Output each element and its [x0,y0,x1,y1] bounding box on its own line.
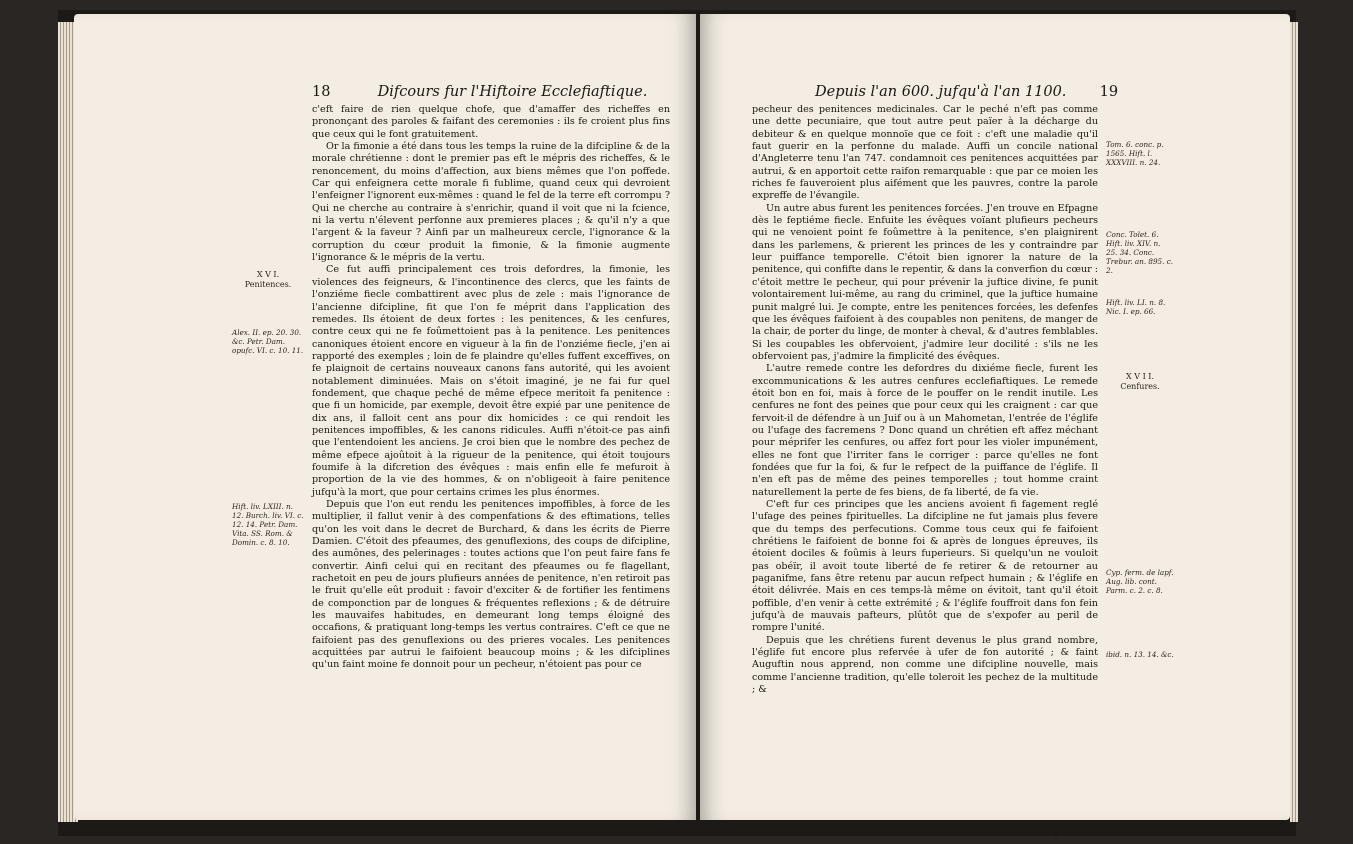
right-paragraph: Un autre abus furent les penitences forcées. J'en trouve en Efpagne dès le feptiéme fiecle. Enfuite les évêques voïant plufieurs pecheurs qui ne venoient point fe foûmettre à la penitence, s'en plaignirent dans les parlemens, & prierent les princes de les y contraindre par leur puiffance temporelle. C'étoit bien ignorer la nature de la penitence, qui confifte dans le repentir, & dans la converfion du cœur : c'étoit mettre le pecheur, qui pour prévenir la juftice divine, fe punit volontairement lui-même, au rang du criminel, que la juftice humaine punit malgré lui. Je compte, entre les penitences forcées, les defenfes que les évêques faifoient à des coupables non penitens, de manger de la chair, de porter du linge, de monter à cheval, & d'autres femblables. Si les coupables les obfervoient, j'admire leur docilité : s'ils ne les obfervoient pas, j'admire la fimplicité des évêques. [752,202,1098,362]
margin-note: Hift. liv. LI. n. 8. Nic. I. ep. 66. [1106,298,1166,316]
margin-note: ibid. n. 13. 14. &c. [1106,650,1174,659]
left-paragraph: Or la fimonie a été dans tous les temps la ruine de la difcipline & de la morale chrétienne : dont le premier pas eft le mépris des richeffes, & le renoncement, du moins d'affection, aux biens mêmes que l'on poffede. Car qui enfeignera cette morale fi fublime, quand ceux qui devroient l'enfeigner l'ignorent eux-mêmes : quand le fel de la terre eft corrompu ? Qui ne cherche au contraire à s'enrichir, quand il voit que ni la fcience, ni la vertu n'élevent perfonne aux premieres places ; & qu'il n'y a que l'argent & la faveur ? Ainfi par un malheureux cercle, l'ignorance & la corruption du cœur produit la fimonie, & la fimonie augmente l'ignorance & le mépris de la vertu. [312,141,670,264]
right-paragraph: pecheur des penitences medicinales. Car le peché n'eft pas comme une dette pecuniaire, que tout autre peut païer à la décharge du debiteur & en quelque monnoïe que ce foit : c'eft une maladie qu'il faut guerir en la perfonne du malade. Auffi un concile national d'Angleterre tenu l'an 747. condamnoit ces penitences acquittées par autrui, & en apportoit cette raifon remarquable : que par ce moien les riches fe fauveroient plus aifément que les pauvres, contre la parole expreffe de l'évangile. [752,104,1098,202]
left-body-text [312,104,670,672]
left-paragraph: c'eft faire de rien quelque chofe, que d'amaffer des richeffes en prononçant des paroles & faifant des ceremonies : ils fe croient plus fins que ceux qui le font gratuitement. [312,104,670,140]
right-running-head [815,84,1118,100]
right-paragraph: Depuis que les chrétiens furent devenus le plus grand nombre, l'églife fut encore plus refervée à ufer de fon autorité ; & faint Auguftin nous apprend, non comme une difcipline nouvelle, mais comme l'ancienne tradition, qu'elle toleroit les pechez de la multitude ; & [752,634,1098,696]
margin-note: Cyp. ferm. de lapf. Aug. lib. cont. Parm. c. 2. c. 8. [1106,568,1174,595]
left-running-title: Difcours fur l'Hiftoire Ecclefiaftique. [377,84,648,100]
section-number: X V I I. [1126,372,1154,381]
right-page-number: 19 [1099,84,1119,100]
left-paragraph: Depuis que l'on eut rendu les penitences impoffibles, à force de les multiplier, il fallut venir à des compenfations & des eftimations, telles qu'on les voit dans le decret de Burchard, & dans les écrits de Pierre Damien. C'étoit des pfeaumes, des genuflexions, des coups de difcipline, des aumônes, des pelerinages : toutes actions que l'on peut faire fans fe convertir. Ainfi celui qui en recitant des pfeaumes ou fe flagellant, rachetoit en peu de jours plufieurs années de penitence, n'en retiroit pas le fruit qu'elle eût produit : favoir d'exciter & de fortifier les fentimens de componction par de longues & fréquentes reflexions ; & de détruire les mauvaifes habitudes, en demeurant long temps éloigné des occafions, & pratiquant long-temps les vertus contraires. C'eft ce que ne faifoient pas des genuflexions ou des prieres vocales. Les penitences acquittées par autrui le faifoient beaucoup moins ; & les difciplines qu'un faint moine fe donnoit pour un pecheur, n'étoient pas pour ce [312,499,670,671]
margin-note: Conc. Tolet. 6. Hift. liv. XIV. n. 25. 34. Conc. Trebur. an. 895. c. 2. [1106,230,1174,275]
right-paragraph: C'eft fur ces principes que les anciens avoient fi fagement reglé l'ufage des peines fpirituelles. La difcipline ne fut jamais plus fevere que du temps des perfecutions. Comme tous ceux qui fe faifoient chrétiens le faifoient de bonne foi & après de longues épreuves, ils étoient dociles & foûmis à leurs fuperieurs. Si quelqu'un ne vouloit pas obéïr, il avoit toute liberté de fe retirer & de retourner au paganifme, fans être retenu par aucun refpect humain ; & l'églife en étoit délivrée. Mais en ces temps-là même on évitoit, tant qu'il étoit poffible, d'en venir à cette extrémité ; & l'églife fouffroit dans fon fein jufqu'à de mauvais pafteurs, plûtôt que de s'expofer au peril de rompre l'unité. [752,499,1098,634]
section-title: Penitences. [244,280,292,289]
right-running-title: Depuis l'an 600. jufqu'à l'an 1100. [815,84,1067,100]
page-edges-right [1290,22,1298,822]
left-paragraph: Ce fut auffi principalement ces trois defordres, la fimonie, les violences des feigneurs, & l'incontinence des clercs, que les faints de l'onziéme fiecle combattirent avec plus de zele : mais l'ignorance de l'ancienne difcipline, fit que l'on fe méprit dans l'application des remedes. Ils étoient de deux fortes : les penitences, & les cenfures, contre ceux qui ne fe foûmettoient pas à la penitence. Les penitences canoniques étoient encore en vigueur à la fin de l'onziéme fiecle, j'en ai rapporté des exemples ; loin de fe plaindre qu'elles fuffent exceffives, on fe plaignoit de certains nouveaux canons fans autorité, qui les avoient notablement diminuées. Mais on s'étoit imaginé, je ne fai fur quel fondement, que chaque peché de même efpece meritoit fa penitence : que fi un homicide, par exemple, devoit être expié par une penitence de dix ans, il falloit cent ans pour dix homicides : ce qui rendoit les penitences impoffibles, & les canons ridicules. Auffi n'étoit-ce pas ainfi que l'entendoient les anciens. Je croi bien que le nombre des pechez de même efpece ajoûtoit à la rigueur de la penitence, qui étoit toujours foumife à la difcretion des évêques : mais enfin elle fe mefuroit à proportion de la vie des hommes, & on n'obligeoit à faire penitence jufqu'à la mort, que pour certains crimes les plus énormes. [312,264,670,498]
margin-note: Tom. 6. conc. p. 1565. Hift. l. XXXVIII. n. 24. [1106,140,1164,167]
right-body-text [752,104,1098,697]
signature-mark: c ij [1045,828,1059,838]
left-running-head [312,84,647,100]
margin-note: Hift. liv. LXIII. n. 12. Burch. liv. VI. c. 12. 14. Petr. Dam. Vita. SS. Rom. & Domin. c. 8. 10. [232,502,304,547]
left-page-number: 18 [312,84,331,100]
margin-note: Alex. II. ep. 20. 30. &c. Petr. Dam. opufc. VI. c. 10. 11. [232,328,304,355]
section-number: X V I. [256,270,280,279]
right-paragraph: L'autre remede contre les defordres du dixiéme fiecle, furent les excommunications & les autres cenfures ecclefiaftiques. Le remede étoit bon en foi, mais à force de le pouffer on le rendit inutile. Les cenfures ne font des peines que pour ceux qui les craignent : car que fervoit-il de défendre à un Juif ou à un Mahometan, l'entrée de l'églife ou l'ufage des facremens ? Donc quand un chrétien eft affez méchant pour méprifer les cenfures, ou affez fort pour les violer impunément, elles ne font que l'irriter fans le corriger : parce qu'elles ne font fondées que fur la foi, & fur le refpect de la puiffance de l'églife. Il n'en eft pas de même des peines temporelles ; tout homme craint naturellement la perte de fes biens, de fa liberté, de fa vie. [752,363,1098,498]
section-title: Cenfures. [1120,382,1160,391]
